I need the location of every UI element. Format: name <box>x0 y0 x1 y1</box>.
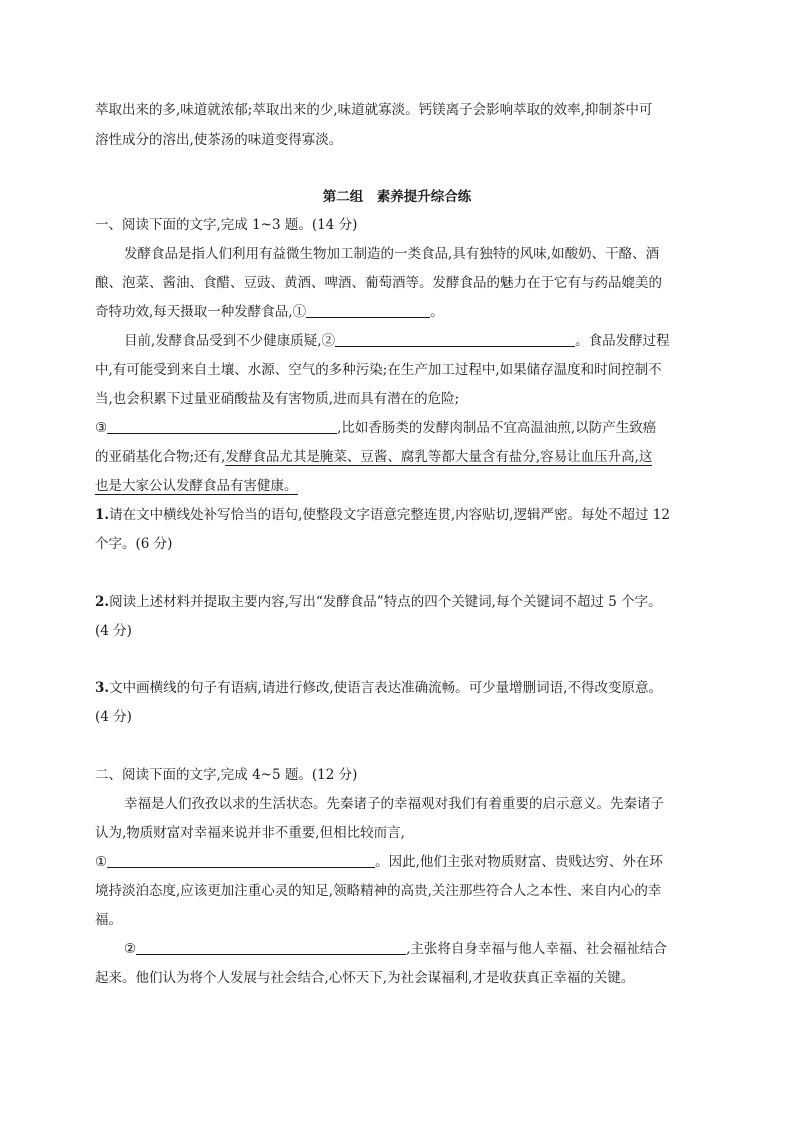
question-1-text: 请在文中横线处补写恰当的语句,使整段文字语意完整连贯,内容贴切,逻辑严密。每处不超过 12 <box>109 507 670 523</box>
blank-marker-2: ② <box>321 333 336 349</box>
text-segment: ,比如香肠类的发酵肉制品不宜高温油煎,以防产生致癌 <box>337 420 657 436</box>
section-title: 第二组 素养提升综合练 <box>322 189 472 205</box>
blank-marker-1: ① <box>292 304 307 320</box>
part2-header: 二、阅读下面的文字,完成 4~5 题。(12 分) <box>95 767 358 783</box>
fill-blank-3[interactable] <box>107 418 337 434</box>
question-3-line2: (4 分) <box>95 709 132 725</box>
text-segment: ,主张将自身幸福与他人幸福、社会福祉结合 <box>406 941 667 957</box>
part1-paragraph2-line1 <box>124 331 670 351</box>
part2-paragraph2-line2: 起来。他们认为将个人发展与社会结合,心怀天下,为社会谋福利,才是收获真正幸福的关键。 <box>95 970 635 986</box>
text-segment: 目前,发酵食品受到不少健康质疑, <box>124 333 322 349</box>
underlined-sentence: 发酵食品尤其是腌菜、豆酱、腐乳等都大量含有盐分,容易让血压升高,这 <box>225 449 653 465</box>
intro-line-1: 萃取出来的多,味道就浓郁;萃取出来的少,味道就寡淡。钙镁离子会影响萃取的效率,抑制茶中可 <box>95 102 653 118</box>
part1-paragraph2-line4 <box>95 418 656 438</box>
question-1-line1 <box>95 505 670 525</box>
fill-blank-4[interactable] <box>107 852 375 868</box>
question-3-line1 <box>95 678 662 698</box>
part2-paragraph1-line2: 认为,物质财富对幸福来说并非不重要,但相比较而言, <box>95 825 405 841</box>
blank-marker-1: ① <box>95 854 108 870</box>
intro-line-2: 溶性成分的溶出,使茶汤的味道变得寡淡。 <box>95 132 343 148</box>
fill-blank-1[interactable] <box>306 302 430 318</box>
question-1-line2: 个字。(6 分) <box>95 536 173 552</box>
question-1-number: 1. <box>95 507 110 523</box>
blank-marker-2: ② <box>124 941 137 957</box>
part1-paragraph2-line3: 当,也会积累下过量亚硝酸盐及有害物质,进而具有潜在的危险; <box>95 391 460 407</box>
question-2-number: 2. <box>95 594 110 610</box>
part2-paragraph2-line1 <box>124 939 667 959</box>
text-segment: 奇特功效,每天摄取一种发酵食品, <box>95 304 293 320</box>
text-segment: 。 <box>430 304 444 320</box>
text-segment: 。因此,他们主张对物质财富、贵贱达穷、外在环 <box>375 854 663 870</box>
part1-paragraph1-line1: 发酵食品是指人们利用有益微生物加工制造的一类食品,具有独特的风味,如酸奶、干酪、酒 <box>124 246 660 262</box>
question-3-text: 文中画横线的句子有语病,请进行修改,使语言表达准确流畅。可少量增删词语,不得改变原意。 <box>109 680 662 696</box>
part1-paragraph2-line6 <box>95 476 298 496</box>
fill-blank-2[interactable] <box>335 331 575 347</box>
part2-paragraph1-line4: 境持淡泊态度,应该更加注重心灵的知足,领略精神的高贵,关注那些符合人之本性、来自内心的幸 <box>95 883 662 899</box>
question-3-number: 3. <box>95 680 110 696</box>
question-2-line2: (4 分) <box>95 623 132 639</box>
part1-paragraph2-line5 <box>95 447 652 467</box>
part1-paragraph2-line2: 中,有可能受到来自土壤、水源、空气的多种污染;在生产加工过程中,如果储存温度和时间控制不 <box>95 362 662 378</box>
text-segment: 。食品发酵过程 <box>575 333 670 349</box>
part2-paragraph1-line1: 幸福是人们孜孜以求的生活状态。先秦诸子的幸福观对我们有着重要的启示意义。先秦诸子 <box>124 796 664 812</box>
blank-marker-3: ③ <box>95 420 108 436</box>
question-2-text: 阅读上述材料并提取主要内容,写出“发酵食品”特点的四个关键词,每个关键词不超过 5 个字。 <box>109 594 662 610</box>
part1-paragraph1-line2: 酿、泡菜、酱油、食醋、豆豉、黄酒、啤酒、葡萄酒等。发酵食品的魅力在于它有与药品媲美的 <box>95 275 662 291</box>
part1-header: 一、阅读下面的文字,完成 1~3 题。(14 分) <box>95 217 358 233</box>
part2-paragraph1-line3 <box>95 852 663 872</box>
part1-paragraph1-line3 <box>95 302 444 322</box>
fill-blank-5[interactable] <box>136 939 406 955</box>
part2-paragraph1-line5: 福。 <box>95 912 122 928</box>
question-2-line1 <box>95 592 662 612</box>
text-segment: 的亚硝基化合物;还有, <box>95 449 226 465</box>
underlined-sentence-end: 也是大家公认发酵食品有害健康。 <box>95 478 298 494</box>
